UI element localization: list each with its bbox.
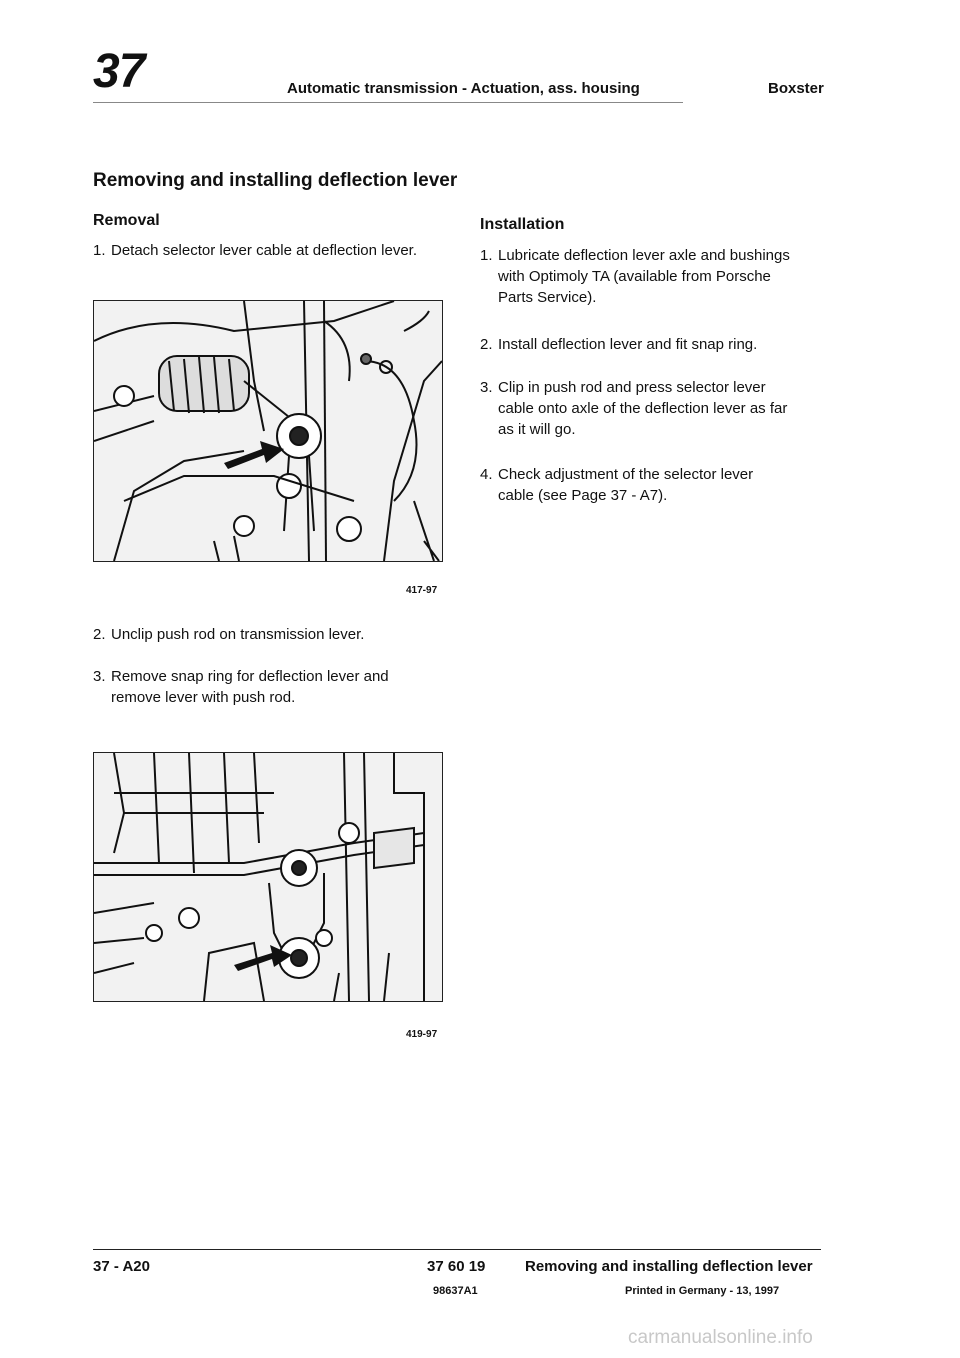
- step-text: Install deflection lever and fit snap ring.: [498, 336, 758, 353]
- figure-number: 419-97: [406, 1029, 438, 1040]
- header-model: Boxster: [768, 80, 824, 97]
- deflection-lever-cable-illustration: [94, 301, 442, 561]
- step-number: 4.: [480, 466, 493, 483]
- step-text: Detach selector lever cable at deflection lever.: [111, 242, 417, 259]
- removal-step-1: [93, 240, 417, 261]
- step-text: Unclip push rod on transmission lever.: [111, 626, 365, 643]
- step-number: 3.: [93, 668, 106, 685]
- footer-divider: [93, 1249, 821, 1250]
- step-number: 2.: [480, 336, 493, 353]
- footer-page-number: 37 - A20: [93, 1258, 150, 1275]
- step-number: 3.: [480, 379, 493, 396]
- chapter-number: 37: [93, 45, 145, 98]
- step-number: 1.: [480, 247, 493, 264]
- figure-number: 417-97: [406, 585, 438, 596]
- footer-section-code: 37 60 19: [427, 1258, 486, 1275]
- page-title: Removing and installing deflection lever: [93, 170, 458, 191]
- installation-step-2: [480, 334, 757, 355]
- step-text: remove lever with push rod.: [111, 689, 296, 706]
- step-text: as it will go.: [498, 421, 576, 438]
- step-number: 1.: [93, 242, 106, 259]
- installation-step-4: [480, 464, 753, 506]
- removal-step-3: [93, 666, 389, 708]
- header-title: Automatic transmission - Actuation, ass. housing: [287, 80, 640, 97]
- installation-step-3: [480, 377, 787, 440]
- installation-step-1: [480, 245, 790, 308]
- footer-part-number: 98637A1: [433, 1285, 478, 1297]
- figure-deflection-lever-cable: [93, 300, 443, 562]
- step-text: Parts Service).: [498, 289, 597, 306]
- step-text: cable onto axle of the deflection lever as far: [498, 400, 788, 417]
- removal-heading: Removal: [93, 212, 160, 229]
- step-text: Lubricate deflection lever axle and bushings: [498, 247, 790, 264]
- removal-step-2: [93, 624, 364, 645]
- step-text: cable (see Page 37 - A7).: [498, 487, 668, 504]
- watermark: carmanualsonline.info: [628, 1327, 813, 1348]
- footer-title: Removing and installing deflection lever: [525, 1258, 813, 1275]
- header-divider: [93, 102, 683, 103]
- deflection-lever-pushrod-illustration: [94, 753, 442, 1001]
- installation-heading: Installation: [480, 216, 565, 233]
- step-text: Check adjustment of the selector lever: [498, 466, 754, 483]
- figure-deflection-lever-pushrod: [93, 752, 443, 1002]
- step-text: Remove snap ring for deflection lever and: [111, 668, 389, 685]
- step-number: 2.: [93, 626, 106, 643]
- step-text: with Optimoly TA (available from Porsche: [498, 268, 771, 285]
- footer-print-info: Printed in Germany - 13, 1997: [625, 1285, 780, 1297]
- step-text: Clip in push rod and press selector lever: [498, 379, 766, 396]
